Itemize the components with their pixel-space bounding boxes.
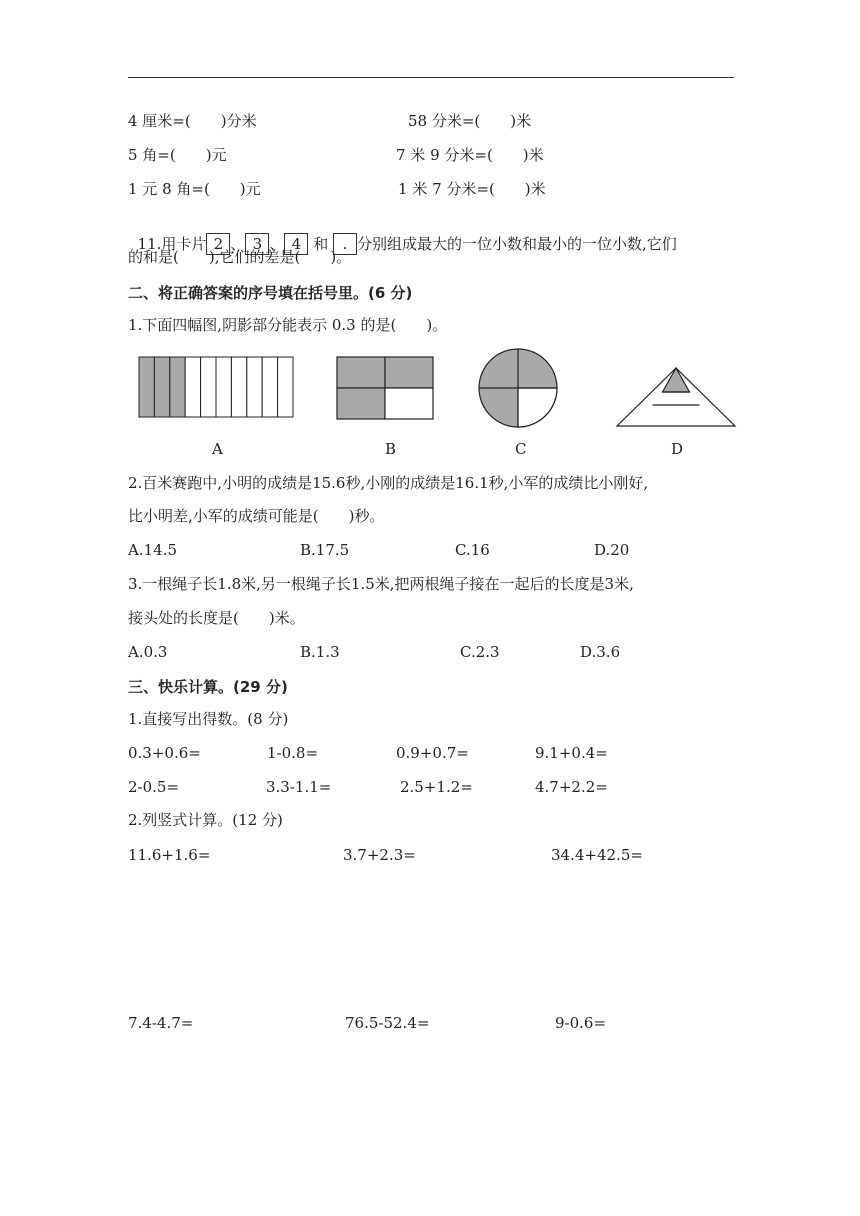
- question-text: 比小明差,小军的成绩可能是( )秒。: [128, 507, 385, 525]
- question-text: 1.下面四幅图,阴影部分能表示 0.3 的是( )。: [128, 316, 448, 334]
- option-item: D.20: [594, 541, 630, 559]
- and-text: 和: [308, 235, 333, 253]
- calc-item: 3.3-1.1=: [266, 778, 332, 796]
- vertical-calc-item: 34.4+42.5=: [551, 846, 643, 864]
- conversion-item: 1 米 7 分米=( )米: [398, 180, 546, 198]
- number-card: 2: [206, 233, 230, 255]
- vertical-calc-item: 76.5-52.4=: [345, 1014, 430, 1032]
- calc-item: 2.5+1.2=: [400, 778, 473, 796]
- figure-label-b: B: [385, 440, 397, 458]
- decimal-point-card: .: [333, 233, 357, 255]
- q11-prefix: 11.用卡片: [137, 235, 207, 253]
- option-item: A.0.3: [128, 643, 168, 661]
- q11-suffix: 分别组成最大的一位小数和最小的一位小数,它们: [356, 235, 677, 253]
- conversion-item: 58 分米=( )米: [408, 112, 532, 130]
- conversion-item: 7 米 9 分米=( )米: [396, 146, 544, 164]
- vertical-calc-item: 11.6+1.6=: [128, 846, 211, 864]
- option-item: C.16: [455, 541, 490, 559]
- conversion-item: 5 角=( )元: [128, 146, 227, 164]
- question-11-line2: 的和是( ),它们的差是( )。: [128, 248, 352, 266]
- vertical-calc-item: 9-0.6=: [555, 1014, 607, 1032]
- calc-item: 0.3+0.6=: [128, 744, 201, 762]
- separator: 、: [269, 235, 285, 253]
- conversion-item: 4 厘米=( )分米: [128, 112, 257, 130]
- calc-item: 4.7+2.2=: [535, 778, 608, 796]
- calc-item: 2-0.5=: [128, 778, 180, 796]
- figure-label-c: C: [515, 440, 527, 458]
- figure-c-circle: [477, 347, 559, 429]
- separator: 、: [230, 235, 246, 253]
- calc-item: 0.9+0.7=: [396, 744, 469, 762]
- calc-item: 1-0.8=: [267, 744, 319, 762]
- option-item: C.2.3: [460, 643, 500, 661]
- sub-question-title: 2.列竖式计算。(12 分): [128, 811, 283, 829]
- option-item: B.1.3: [300, 643, 340, 661]
- option-item: B.17.5: [300, 541, 350, 559]
- question-text: 3.一根绳子长1.8米,另一根绳子长1.5米,把两根绳子接在一起后的长度是3米,: [128, 575, 634, 593]
- figure-b-rectangle: [336, 356, 434, 420]
- option-item: A.14.5: [128, 541, 177, 559]
- number-card: 4: [284, 233, 308, 255]
- vertical-calc-item: 7.4-4.7=: [128, 1014, 194, 1032]
- vertical-calc-item: 3.7+2.3=: [343, 846, 416, 864]
- question-text: 2.百米赛跑中,小明的成绩是15.6秒,小刚的成绩是16.1秒,小军的成绩比小刚好,: [128, 474, 649, 492]
- figure-label-a: A: [212, 440, 223, 458]
- figure-a-strips: [138, 356, 294, 418]
- question-text: 接头处的长度是( )米。: [128, 609, 305, 627]
- figure-d-triangle: [615, 365, 737, 429]
- number-card: 3: [245, 233, 269, 255]
- calc-item: 9.1+0.4=: [535, 744, 608, 762]
- header-rule: [128, 77, 734, 78]
- section-heading: 三、快乐计算。(29 分): [128, 678, 288, 696]
- conversion-item: 1 元 8 角=( )元: [128, 180, 261, 198]
- figure-label-d: D: [671, 440, 684, 458]
- option-item: D.3.6: [580, 643, 621, 661]
- section-heading: 二、将正确答案的序号填在括号里。(6 分): [128, 284, 413, 302]
- sub-question-title: 1.直接写出得数。(8 分): [128, 710, 289, 728]
